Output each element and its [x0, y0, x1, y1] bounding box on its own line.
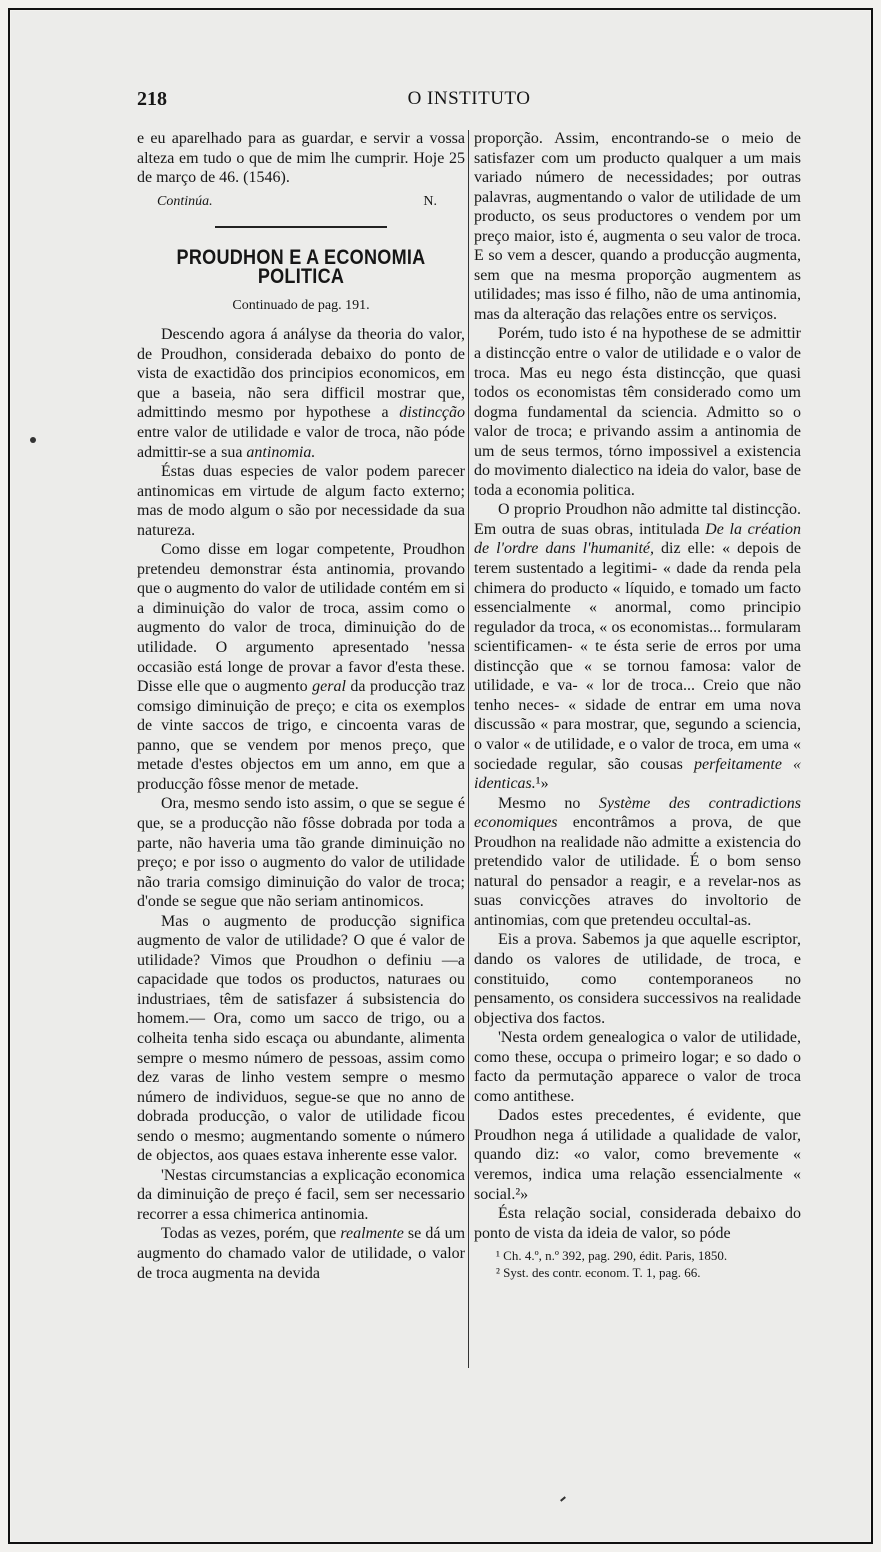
signature-row: [137, 192, 465, 212]
paragraph: Todas as vezes, porém, que realmente se dá um augmento do chamado valor de utilidade, o valor de troca augmenta na devida: [137, 1225, 466, 1282]
page-header: [137, 88, 801, 116]
footnote: ² Syst. des contr. econom. T. 1, pag. 66.: [496, 1265, 701, 1281]
running-title: O INSTITUTO: [407, 88, 531, 109]
paragraph: Ora, mesmo sendo isto assim, o que se segue é que, se a producção não fôsse dobrada por toda a parte, não haveria uma tão grande diminuição no preço; e por isso o augmento do valor de utilidade não traria comsigo diminuição do valor de troca; d'onde se segue que não seriam antinomicos.: [137, 795, 465, 911]
margin-dot: [30, 437, 36, 443]
paragraph: e eu aparelhado para as guardar, e servir a vossa alteza em tudo o que de mim lhe cumprir. Hoje 25 de março de 46. (1546).: [137, 130, 465, 187]
author-initial: N.: [423, 193, 437, 209]
footnote: ¹ Ch. 4.º, n.º 392, pag. 290, édit. Paris, 1850.: [496, 1248, 728, 1264]
paragraph: Éstas duas especies de valor podem parecer antinomicas em virtude de algum facto externo; mas de modo algum o são por necessidade da sua natureza.: [137, 463, 465, 539]
paragraph: Como disse em logar competente, Proudhon pretendeu demonstrar ésta antinomia, provando que o augmento do valor de utilidade contém em si a diminuição do valor de troca, assim como o augmento do valor de troca, diminuição do de utilidade. O argumento apresentado 'nessa occasião está longe de provar a favor d'esta these. Disse elle que o augmento geral da producção traz comsigo diminuição de preço; e cita os exemplos de vinte saccos de trigo, e cincoenta varas de panno, que se vendem por menos preço, que metade d'estes objectos em um anno, em que a producção fôsse menor de metade.: [137, 541, 466, 793]
section-rule: [215, 226, 387, 228]
paragraph: O proprio Proudhon não admitte tal distincção. Em outra de suas obras, intitulada De la création de l'ordre dans l'humanité, diz elle: « depois de terem sustentado a legitimi- « dade da renda pela chimera do producto « líquido, e tomado um facto essencialmente « anormal, como principio regulador da troca, « os economistas... formularam scientificamen- « te ésta serie de erros por uma distincção que « se tornou famosa: valor de utilidade, e va- « lor de troca... Creio que não tenho neces- « sidade de entrar em uma nova discussão « para mostrar, que, segundo a sciencia, o valor « de utilidade, e o valor de troca, em uma « sociedade regular, são cousas perfeitamente « identicas.¹»: [474, 501, 801, 793]
article-subtitle: Continuado de pag. 191.: [232, 297, 370, 313]
footnotes: [474, 1247, 801, 1281]
paragraph: Mesmo no Système des contradictions economiques encontrâmos a prova, de que Proudhon na realidade não admitte a existencia do pretendido valor de utilidade. É o bom senso natural do pensador a reagir, e a revelar-nos as suas convicções atraves do involtorio de antinomias, com que pretendeu occultal-as.: [474, 794, 802, 929]
continua-label: Continúa.: [157, 193, 213, 209]
column-divider: [468, 130, 469, 1368]
paragraph: Dados estes precedentes, é evidente, que Proudhon nega á utilidade a qualidade de valor, quando diz: «o valor, como brevemente « veremos, indica uma relação essencialmente « social.²»: [474, 1107, 801, 1203]
paragraph: Descendo agora á anályse da theoria do valor, de Proudhon, considerada debaixo do ponto de vista de exactidão dos principios economicos, em que a baseia, não sera difficil mostrar que, admittindo mesmo por hypothese a distincção entre valor de utilidade e valor de troca, não póde admittir-se a sua antinomia.: [137, 326, 466, 461]
page-number: 218: [137, 88, 167, 110]
paragraph: Mas o augmento de producção significa augmento de valor de utilidade? O que é valor de utilidade? Vimos que Proudhon o definiu —a capacidade que todos os productos, naturaes ou industriaes, têm de satisfazer á subsistencia do homem.— Ora, como um sacco de trigo, ou a colheita tenha sido escaça ou abundante, alimenta sempre o mesmo número de pessoas, assim como dez varas de linho vestem sempre o mesmo número de individuos, segue-se que no anno de dobrada producção, o valor de utilidade ficou sendo o mesmo; augmentando somente o número de objectos, aos quaes estava inherente esse valor.: [137, 912, 465, 1165]
paragraph: Porém, tudo isto é na hypothese de se admittir a distincção entre o valor de utilidade e o valor de troca. Mas eu nego ésta distincção, que quasi todos os economistas têm considerado como um dogma fundamental da sciencia. Admitto so o valor de troca; e privando assim a antinomia de um de seus termos, tórno impossivel a existencia do movimento dialectico na ideia do valor, base de toda a economia politica.: [474, 325, 801, 499]
paragraph: 'Nesta ordem genealogica o valor de utilidade, como these, occupa o primeiro logar; e so dado o facto da permutação apparece o valor de troca como antithese.: [474, 1029, 801, 1105]
paragraph: 'Nestas circumstancias a explicação economica da diminuição de preço é facil, sem ser necessario recorrer a essa chimerica antinomia.: [137, 1166, 465, 1223]
article-title: PROUDHON E A ECONOMIA POLITICA: [176, 245, 426, 289]
right-column: [474, 129, 801, 1281]
paragraph: proporção. Assim, encontrando-se o meio de satisfazer com um producto qualquer a um mais variado número de necessidades; por outras palavras, augmentando o valor de utilidade de um producto, os seus productores o vendem por um preço maior, isto é, augmenta o seu valor de troca. E so vem a descer, quando a producção augmenta, sem que na mesma proporção augmentem as utilidades; mas isso é filho, não de uma antinomia, mas da alteração das relações entre os serviços.: [474, 130, 801, 323]
paragraph: Ésta relação social, considerada debaixo do ponto de vista da ideia de valor, so póde: [474, 1205, 801, 1242]
left-column: [137, 129, 465, 1283]
paragraph: Eis a prova. Sabemos ja que aquelle escriptor, dando os valores de utilidade, de troca, e constituido, como contemporaneos no pensamento, os considera successivos na realidade objectiva dos factos.: [474, 931, 801, 1027]
